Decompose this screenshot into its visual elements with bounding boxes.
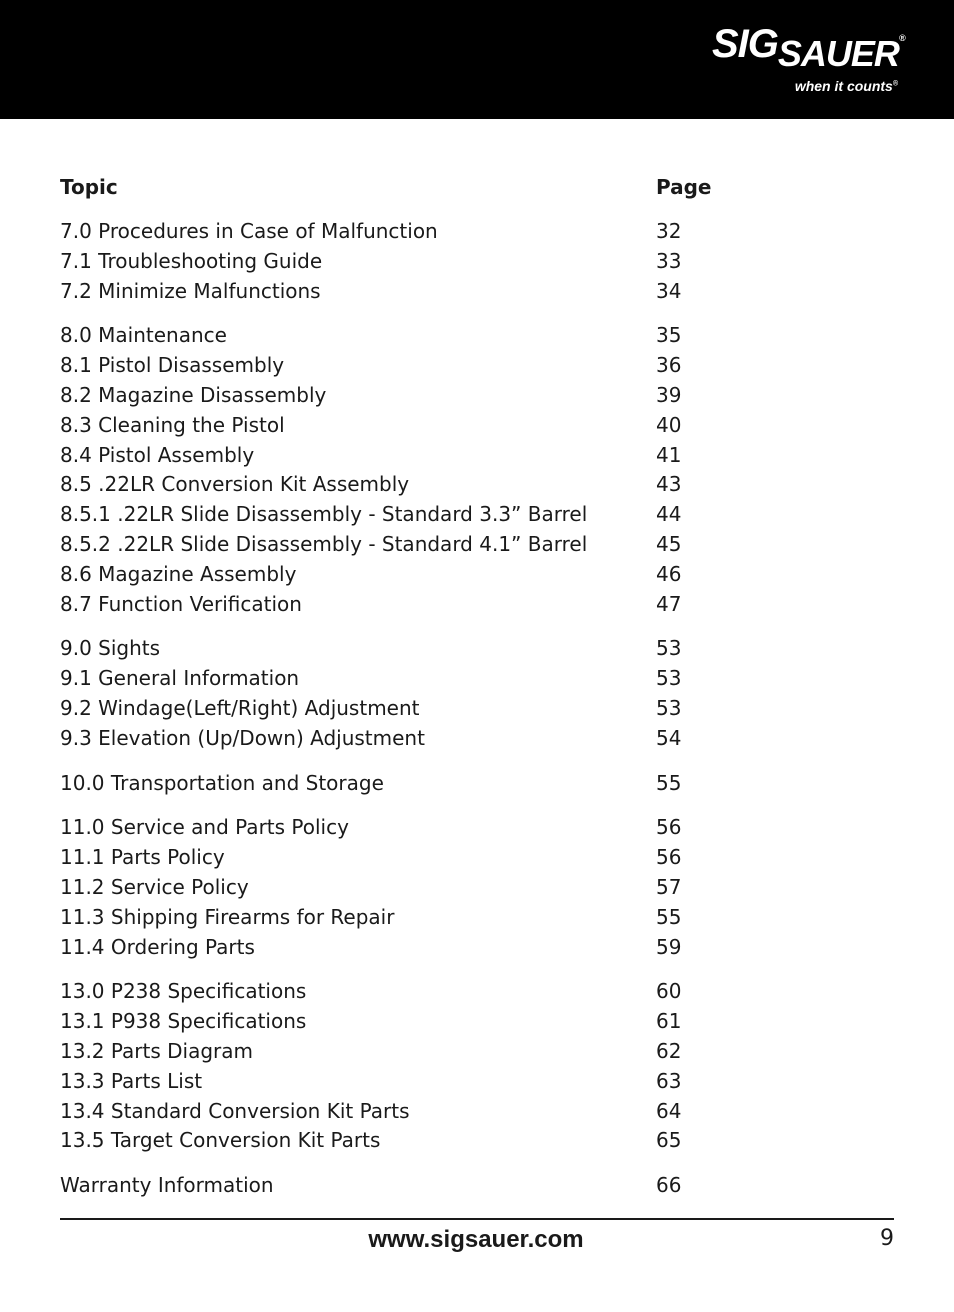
toc-entry-page: 63 [656,1068,682,1093]
toc-entry[interactable] [60,411,760,441]
toc-entry[interactable] [60,664,760,694]
toc-entry-topic: 8.4 Pistol Assembly [60,442,255,467]
toc-entry-topic: 8.7 Function Verification [60,591,302,616]
toc-entry[interactable] [60,977,760,1007]
page-column-header: Page [656,175,712,199]
toc-entry-page: 46 [656,561,682,586]
toc-group [60,321,760,619]
toc-entry[interactable] [60,1126,760,1156]
toc-entry-page: 44 [656,502,682,527]
toc-group [60,813,760,962]
toc-entry-page: 45 [656,531,682,556]
toc-entry-page: 41 [656,442,682,467]
header-band [0,0,954,119]
toc-entry-topic: 13.0 P238 Specifications [60,979,307,1004]
toc-entry-page: 60 [656,979,682,1004]
toc-entry-page: 33 [656,248,682,273]
logo-tagline [712,78,898,94]
toc-entry[interactable] [60,1067,760,1097]
toc-entry-page: 65 [656,1128,682,1153]
toc-entry-topic: 7.2 Minimize Malfunctions [60,278,321,303]
toc-entry[interactable] [60,933,760,963]
toc-entry[interactable] [60,1171,760,1201]
toc-entry[interactable] [60,694,760,724]
toc-entry[interactable] [60,441,760,471]
toc-entry[interactable] [60,530,760,560]
toc-entry-topic: 8.0 Maintenance [60,323,227,348]
toc-entry-topic: 13.5 Target Conversion Kit Parts [60,1128,381,1153]
toc-entry-page: 55 [656,770,682,795]
toc-entry-page: 61 [656,1009,682,1034]
toc-entry-page: 56 [656,815,682,840]
toc-entry[interactable] [60,470,760,500]
toc-entry-page: 40 [656,412,682,437]
toc-entry-topic: 8.5 .22LR Conversion Kit Assembly [60,472,410,497]
toc-group [60,1171,760,1201]
toc-entry-topic: 11.3 Shipping Firearms for Repair [60,904,395,929]
toc-entry-topic: 13.1 P938 Specifications [60,1009,307,1034]
table-of-contents [60,172,760,1216]
toc-entry[interactable] [60,381,760,411]
topic-column-header: Topic [60,175,118,199]
toc-entry[interactable] [60,873,760,903]
toc-entries [60,217,760,1201]
toc-entry[interactable] [60,813,760,843]
logo-wordmark [712,22,905,74]
toc-group [60,634,760,753]
toc-entry[interactable] [60,769,760,799]
toc-entry[interactable] [60,1037,760,1067]
toc-entry-page: 35 [656,323,682,348]
toc-entry-page: 47 [656,591,682,616]
toc-header-row [60,172,760,202]
toc-entry-page: 66 [656,1173,682,1198]
page-number: 9 [880,1226,894,1251]
toc-entry-topic: 7.0 Procedures in Case of Malfunction [60,219,438,243]
toc-entry-topic: 9.2 Windage(Left/Right) Adjustment [60,695,420,720]
toc-entry-page: 64 [656,1098,682,1123]
toc-entry-page: 56 [656,845,682,870]
logo-registered-mark: ® [898,33,905,43]
toc-entry-page: 54 [656,725,682,750]
toc-entry-page: 53 [656,695,682,720]
toc-entry-page: 62 [656,1038,682,1063]
toc-entry-page: 59 [656,934,682,959]
toc-entry[interactable] [60,634,760,664]
toc-entry[interactable] [60,903,760,933]
footer-divider [60,1218,894,1220]
toc-group [60,217,760,306]
toc-entry-page: 34 [656,278,682,303]
toc-entry-page: 55 [656,904,682,929]
toc-entry[interactable] [60,321,760,351]
toc-entry-topic: 8.6 Magazine Assembly [60,561,297,586]
footer-url-text[interactable]: www.sigsauer.com [368,1226,584,1253]
toc-entry-page: 57 [656,874,682,899]
toc-entry[interactable] [60,500,760,530]
toc-entry-page: 39 [656,382,682,407]
sig-sauer-logo [712,22,905,104]
logo-sig: SIG [712,22,778,66]
toc-entry[interactable] [60,277,760,307]
logo-sauer: SAUER [777,33,899,74]
toc-entry-topic: 13.4 Standard Conversion Kit Parts [60,1098,410,1123]
toc-entry[interactable] [60,1007,760,1037]
toc-entry-topic: 8.5.2 .22LR Slide Disassembly - Standard 4.1” Barrel [60,531,588,556]
toc-entry-topic: 8.2 Magazine Disassembly [60,382,327,407]
toc-entry-page: 43 [656,472,682,497]
toc-entry[interactable] [60,1097,760,1127]
toc-entry[interactable] [60,590,760,620]
toc-entry-topic: 11.2 Service Policy [60,874,249,899]
toc-entry[interactable] [60,560,760,590]
toc-entry-topic: 9.0 Sights [60,636,161,661]
tagline-text: when it counts [794,78,893,94]
toc-group [60,769,760,799]
toc-entry-topic: 13.3 Parts List [60,1068,203,1093]
toc-entry[interactable] [60,351,760,381]
toc-entry-page: 36 [656,353,682,378]
toc-entry-topic: 11.0 Service and Parts Policy [60,815,349,840]
toc-group [60,977,760,1156]
toc-entry-page: 32 [656,219,682,243]
toc-entry-topic: 7.1 Troubleshooting Guide [60,248,323,273]
toc-entry-topic: 9.1 General Information [60,666,300,691]
toc-entry[interactable] [60,217,760,247]
toc-entry-topic: 11.1 Parts Policy [60,845,225,870]
toc-entry-topic: 11.4 Ordering Parts [60,934,255,959]
toc-entry-topic: 8.3 Cleaning the Pistol [60,412,285,437]
toc-entry[interactable] [60,724,760,754]
toc-entry-topic: 9.3 Elevation (Up/Down) Adjustment [60,725,425,750]
toc-entry-topic: 8.1 Pistol Disassembly [60,353,285,378]
toc-entry-topic: 10.0 Transportation and Storage [60,770,384,795]
toc-entry-topic: 8.5.1 .22LR Slide Disassembly - Standard 3.3” Barrel [60,502,588,527]
toc-entry-page: 53 [656,636,682,661]
footer-website[interactable] [0,1226,954,1254]
toc-entry-page: 53 [656,666,682,691]
toc-entry-topic: 13.2 Parts Diagram [60,1038,254,1063]
toc-entry[interactable] [60,843,760,873]
toc-entry[interactable] [60,247,760,277]
toc-entry-topic: Warranty Information [60,1173,274,1198]
tagline-registered-mark: ® [892,80,898,88]
